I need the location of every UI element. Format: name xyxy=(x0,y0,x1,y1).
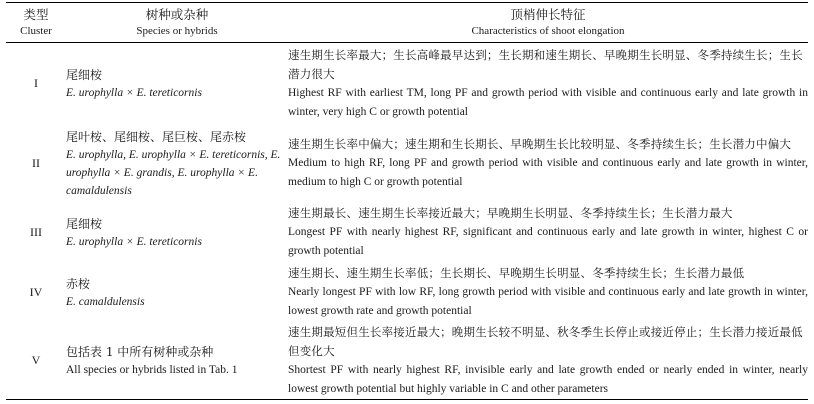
species-en: E. urophylla, E. urophylla × E. tereticornis, E. urophylla × E. grandis, E. urophylla × E. camaldulensis xyxy=(66,148,281,197)
header-cluster-cn: 类型 xyxy=(23,6,49,22)
species-en: E. urophylla × E. tereticornis xyxy=(66,235,202,248)
species-cn: 尾叶桉、尾细桉、尾巨桉、尾赤桉 xyxy=(66,129,247,144)
species-cn: 尾细桉 xyxy=(66,67,103,82)
header-cluster xyxy=(6,3,66,43)
table-row xyxy=(6,323,808,400)
cluster-label: II xyxy=(32,156,40,170)
characteristics-en: Nearly longest PF with low RF, long growth period with visible and continuous early and late growth in winter, lowest growth rate and growth potential xyxy=(288,286,808,317)
characteristics-cell xyxy=(288,125,808,203)
characteristics-en: Shortest PF with nearly highest RF, invisible early and late growth ended or nearly ended in winter, nearly lowest growth potential but highly variable in C and other parameters xyxy=(288,363,808,395)
species-cell xyxy=(66,125,288,203)
header-species xyxy=(66,3,288,43)
species-cn: 尾细桉 xyxy=(66,216,103,231)
characteristics-en: Highest RF with earliest TM, long PF and growth period with visible and continuous early and late growth in winter, very high C or growth potential xyxy=(288,86,808,118)
species-cell xyxy=(66,263,288,323)
table-header-row xyxy=(6,3,808,43)
characteristics-cell xyxy=(288,43,808,125)
species-cell xyxy=(66,203,288,263)
cluster-label: IV xyxy=(29,285,43,299)
characteristics-cn: 速生期生长率最大；生长高峰最早达到；生长期和速生期长、早晚期生长明显、冬季持续生长；生长潜力很大 xyxy=(288,47,803,81)
table-row xyxy=(6,263,808,323)
characteristics-en: Medium to high RF, long PF and growth period with visible and continuous early and late growth in winter, medium to high C or growth potential xyxy=(288,157,808,188)
species-en: E. urophylla × E. tereticornis xyxy=(66,86,202,99)
table-row xyxy=(6,125,808,203)
cluster-label: I xyxy=(34,76,38,91)
header-characteristics-cn: 顶梢伸长特征 xyxy=(510,6,586,22)
header-species-cn: 树种或杂种 xyxy=(145,6,209,22)
characteristics-cn: 速生期最长、速生期生长率接近最大；早晚期生长明显、冬季持续生长；生长潜力最大 xyxy=(288,206,733,220)
characteristics-cell xyxy=(288,323,808,400)
header-cluster-en: Cluster xyxy=(20,24,52,37)
header-characteristics xyxy=(288,3,808,43)
shoot-elongation-table xyxy=(6,2,808,400)
header-characteristics-en: Characteristics of shoot elongation xyxy=(471,24,625,37)
header-species-en: Species or hybrids xyxy=(136,24,218,37)
characteristics-cn: 速生期长、速生期生长率低；生长期长、早晚期生长明显、冬季持续生长；生长潜力最低 xyxy=(288,266,745,280)
species-cell xyxy=(66,323,288,400)
characteristics-cell xyxy=(288,263,808,323)
characteristics-cell xyxy=(288,203,808,263)
table-row xyxy=(6,203,808,263)
species-en: E. camaldulensis xyxy=(66,295,145,308)
table-row xyxy=(6,43,808,125)
species-en: All species or hybrids listed in Tab. 1 xyxy=(66,363,238,376)
cluster-label: III xyxy=(30,225,42,239)
characteristics-cn: 速生期生长率中偏大；速生期和生长期长、早晚期生长比较明显、冬季持续生长；生长潜力中偏大 xyxy=(288,137,792,151)
characteristics-en: Longest PF with nearly highest RF, significant and continuous early and late growth in winter, highest C or growth potential xyxy=(288,226,808,257)
characteristics-cn: 速生期最短但生长率接近最大；晚期生长较不明显、秋冬季生长停止或接近停止；生长潜力接近最低但变化大 xyxy=(288,324,803,358)
species-cn: 赤桉 xyxy=(66,276,91,291)
cluster-label: V xyxy=(6,323,66,400)
species-cell xyxy=(66,43,288,125)
species-cn: 包括表 1 中所有树种或杂种 xyxy=(66,344,214,359)
